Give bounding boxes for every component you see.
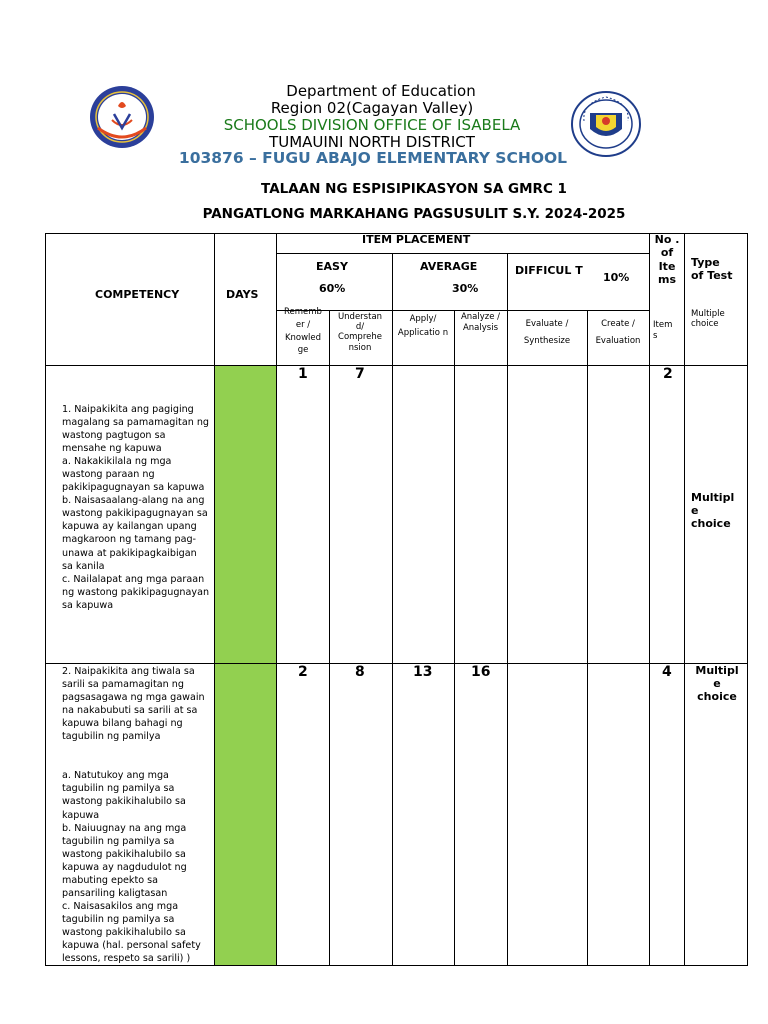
competency-row-2: 2. Naipakikita ang tiwala sa sarili sa pamamagitan ng pagsasagawa ng mga gawain na nakabubuti sa sarili at sa kapuwa bilang bahagi ng tagubilin ng pamilya a. Natutukoy ang mga tagubilin ng pamilya sa wastong pakikihalubilo sa kapuwa b. Naiuugnay na ang mga tagubilin ng pamilya sa wastong pakikihalubilo sa kapuwa ay nagdudulot ng mabuting epekto sa pansariling kaligtasan c. Naisasakilos ang mga tagubilin ng pamilya sa wastong pakikihalubilo sa kapuwa (hal. personal safety lessons, respeto sa sarili) ): [62, 666, 205, 965]
row-1-type: Multipl e choice: [691, 491, 735, 531]
subheader-create: Create / Evaluation: [595, 319, 641, 346]
row-2-type: Multipl e choice: [695, 664, 739, 704]
header-difficult: DIFFICUL T: [515, 264, 583, 277]
header-competency: COMPETENCY: [95, 288, 180, 301]
row-1-remember: 1: [298, 366, 308, 382]
header-division: SCHOOLS DIVISION OFFICE OF ISABELA: [223, 116, 521, 134]
row-2-analyze: 16: [471, 664, 491, 680]
header-district: TUMAUINI NORTH DISTRICT: [269, 133, 475, 151]
header-school: 103876 – FUGU ABAJO ELEMENTARY SCHOOL: [178, 149, 568, 167]
header-easy-percent: 60%: [319, 282, 346, 295]
header-item-placement: ITEM PLACEMENT: [362, 233, 471, 246]
header-no-of-items: No . of Ite ms: [654, 233, 680, 287]
competency-row-1: 1. Naipakikita ang pagiging magalang sa pamamagitan ng wastong pagtugon sa mensahe ng kapuwa a. Nakakikilala ng mga wastong paraan ng pakikipagugnayan sa kapuwa b. Naisasaalang-alang na ang wastong pakikipagugnayan sa kapuwa ay kailangan upang magkaroon ng tamang pag-unawa at pakikipagkaibigan sa kanila c. Nailalapat ang mga paraan ng wastong pakikipagugnayan sa kapuwa: [62, 404, 210, 611]
subheader-evaluate: Evaluate / Synthesize: [523, 319, 571, 346]
row-1-understand: 7: [355, 366, 365, 382]
document-title: TALAAN NG ESPISIPIKASYON SA GMRC 1: [261, 181, 567, 197]
header-department: Department of Education: [286, 82, 476, 100]
header-easy: EASY: [316, 260, 348, 273]
subheader-remember: Rememb er / Knowled ge: [284, 307, 322, 356]
header-days: DAYS: [226, 288, 259, 301]
row-2-understand: 8: [355, 664, 365, 680]
header-type-of-test: Type of Test: [691, 256, 733, 283]
header-average-percent: 30%: [452, 282, 479, 295]
row-1-items: 2: [663, 366, 673, 382]
days-green-fill: [215, 366, 276, 966]
subheader-apply: Apply/ Applicatio n: [397, 314, 449, 339]
header-region: Region 02(Cagayan Valley): [270, 99, 474, 117]
subheader-analyze: Analyze / Analysis: [460, 312, 501, 334]
subheader-type: Multiple choice: [691, 309, 725, 329]
row-2-remember: 2: [298, 664, 308, 680]
document-subtitle: PANGATLONG MARKAHANG PAGSUSULIT S.Y. 2024-2025: [202, 206, 626, 222]
header-average: AVERAGE: [420, 260, 478, 273]
subheader-understand: Understan d/ Comprehe nsion: [337, 312, 383, 353]
header-difficult-percent: 10%: [603, 271, 630, 284]
subheader-items: Item s: [653, 320, 673, 342]
row-2-apply: 13: [413, 664, 433, 680]
row-2-items: 4: [662, 664, 672, 680]
